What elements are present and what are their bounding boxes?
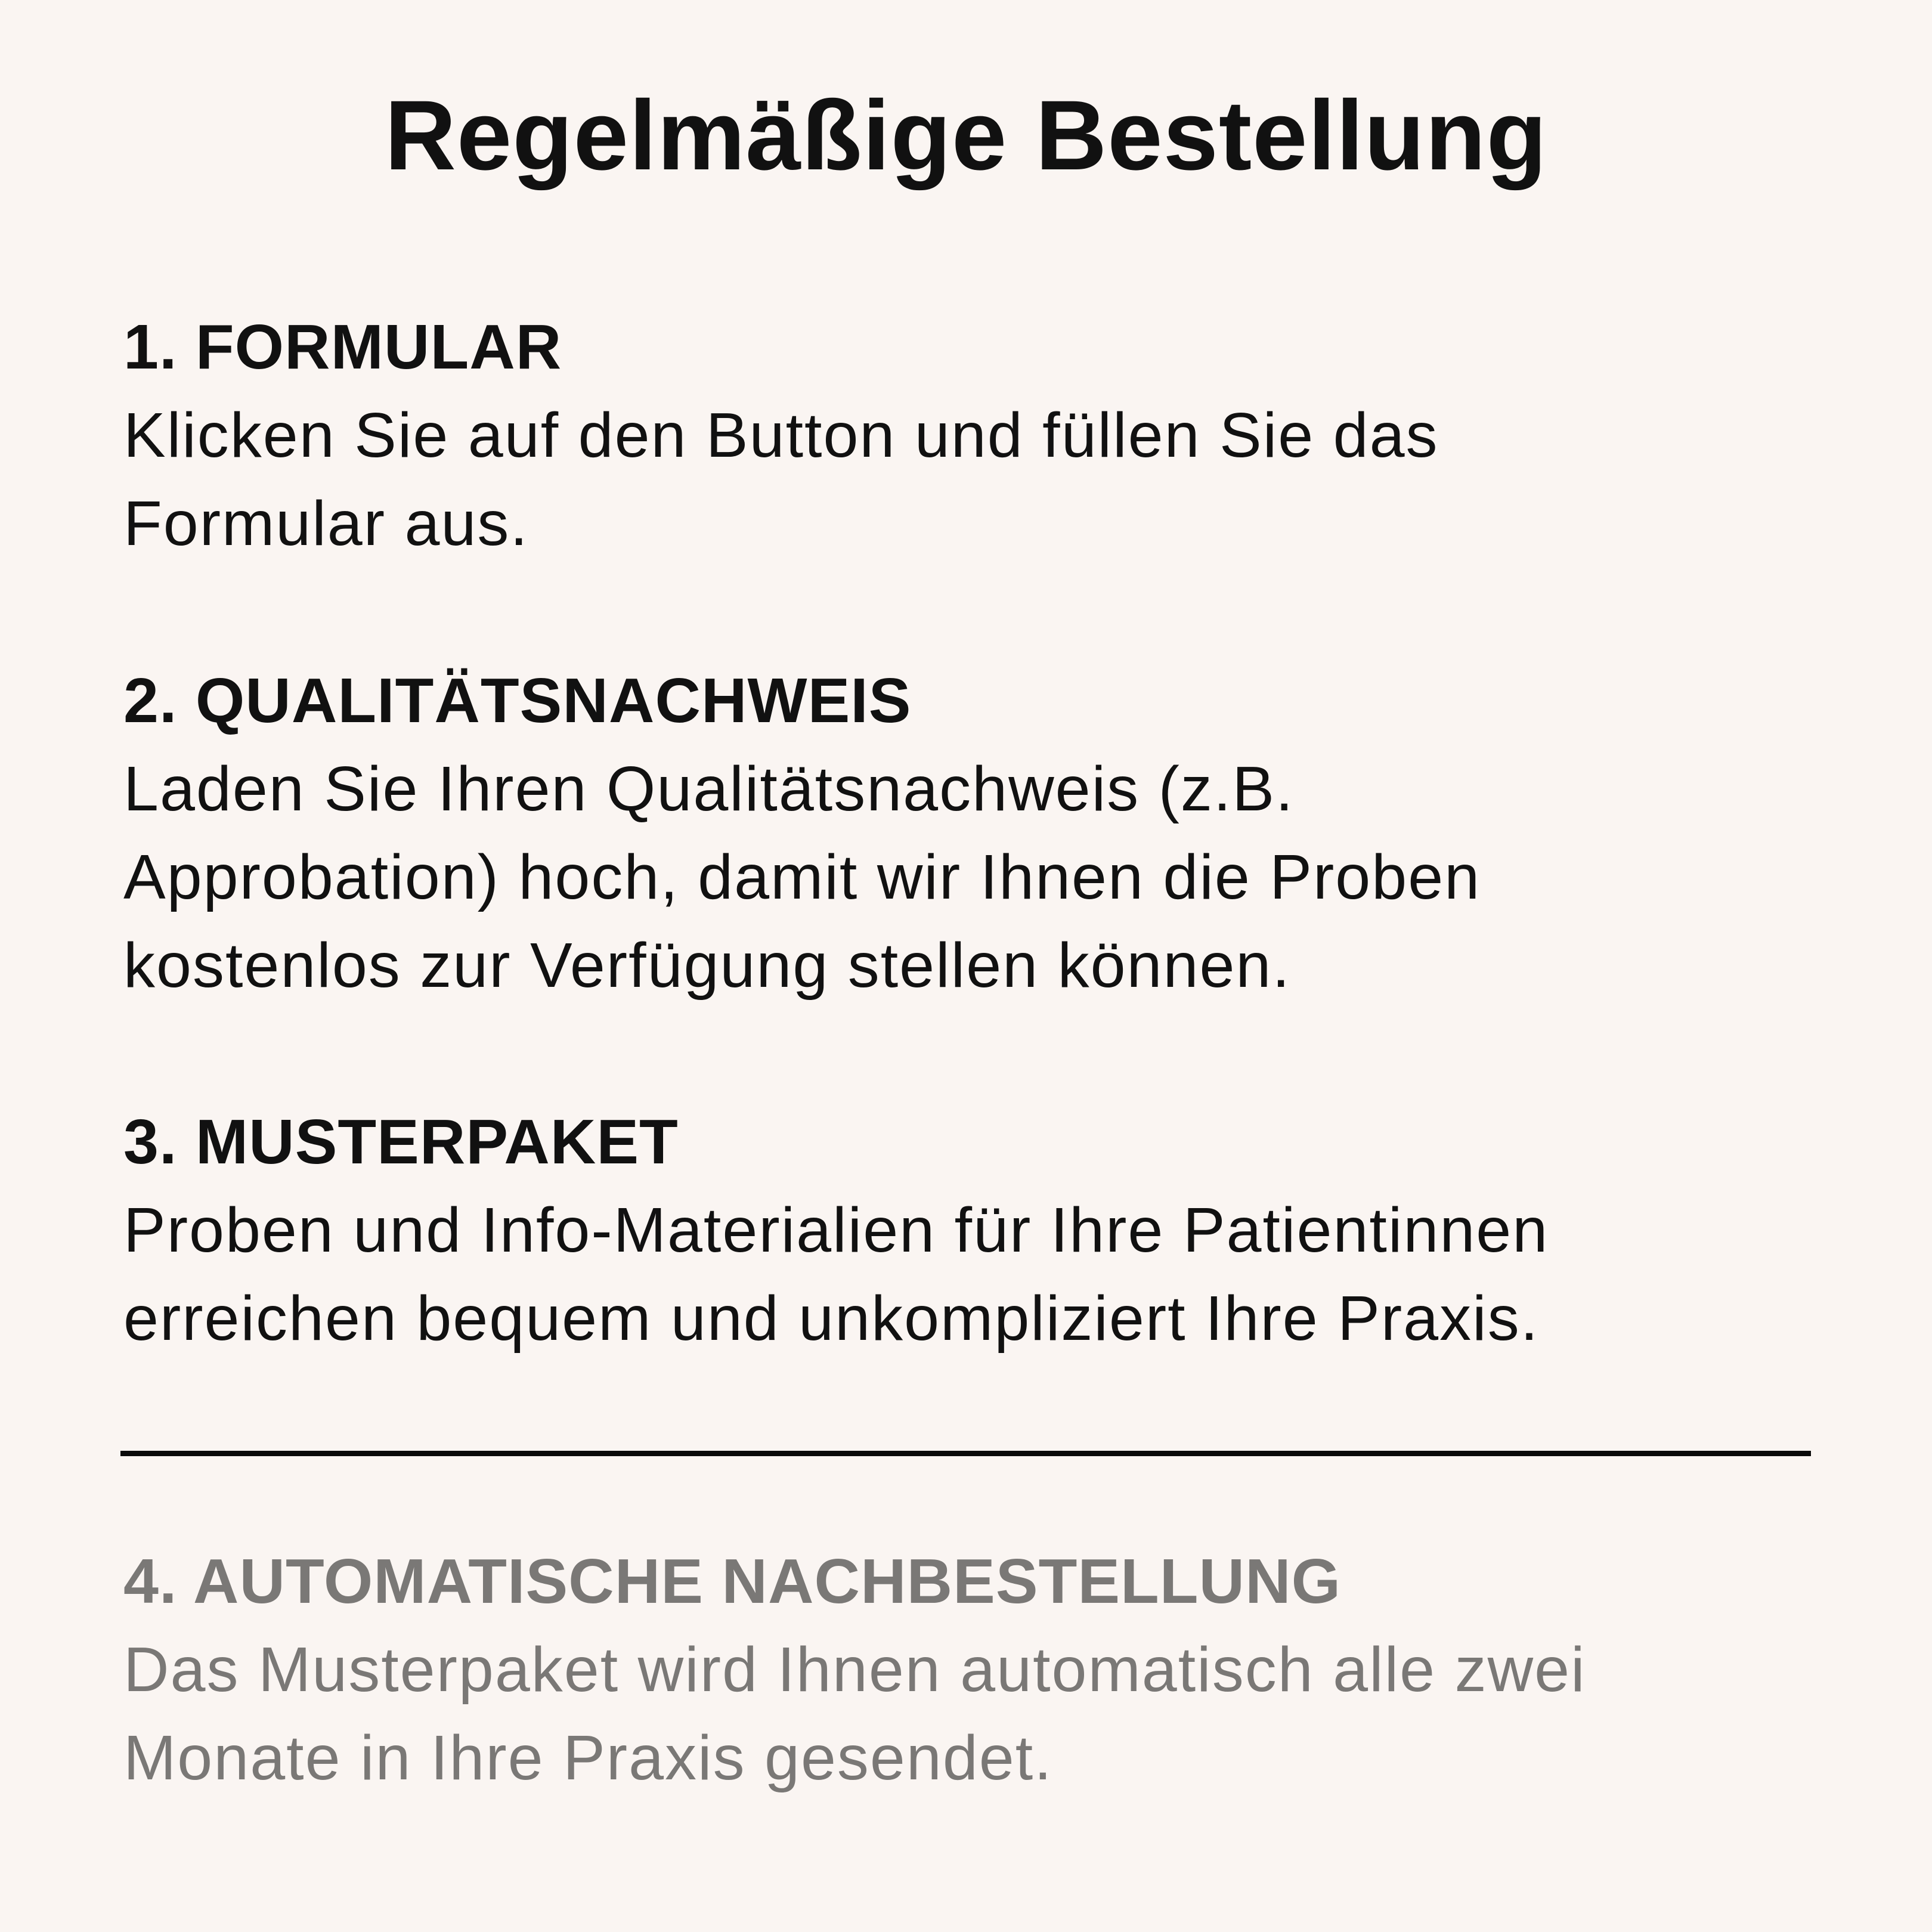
step-automatische-nachbestellung xyxy=(123,1537,1853,1802)
step-text-line: Monate in Ihre Praxis gesendet. xyxy=(123,1723,1053,1793)
step-text-line: Formular aus. xyxy=(123,488,529,559)
step-formular xyxy=(123,303,1853,568)
step-text-line: erreichen bequem und unkompliziert Ihre Praxis. xyxy=(123,1283,1540,1354)
step-text-line: Das Musterpaket wird Ihnen automatisch alle zwei xyxy=(123,1634,1586,1705)
step-qualitaetsnachweis xyxy=(123,657,1853,1010)
step-heading: 1. FORMULAR xyxy=(123,312,562,382)
step-heading: 3. MUSTERPAKET xyxy=(123,1107,679,1177)
divider xyxy=(120,1451,1811,1456)
step-text-line: kostenlos zur Verfügung stellen können. xyxy=(123,930,1291,1001)
step-heading: 2. QUALITÄTSNACHWEIS xyxy=(123,665,912,736)
step-musterpaket xyxy=(123,1098,1853,1363)
step-heading: 4. AUTOMATISCHE NACHBESTELLUNG xyxy=(123,1546,1342,1617)
step-text-line: Laden Sie Ihren Qualitätsnachweis (z.B. xyxy=(123,754,1295,824)
step-text-line: Klicken Sie auf den Button und füllen Sie das xyxy=(123,400,1439,470)
page-title: Regelmäßige Bestellung xyxy=(385,80,1547,191)
step-text-line: Approbation) hoch, damit wir Ihnen die Proben xyxy=(123,842,1481,912)
step-text-line: Proben und Info-Materialien für Ihre Patientinnen xyxy=(123,1195,1549,1265)
